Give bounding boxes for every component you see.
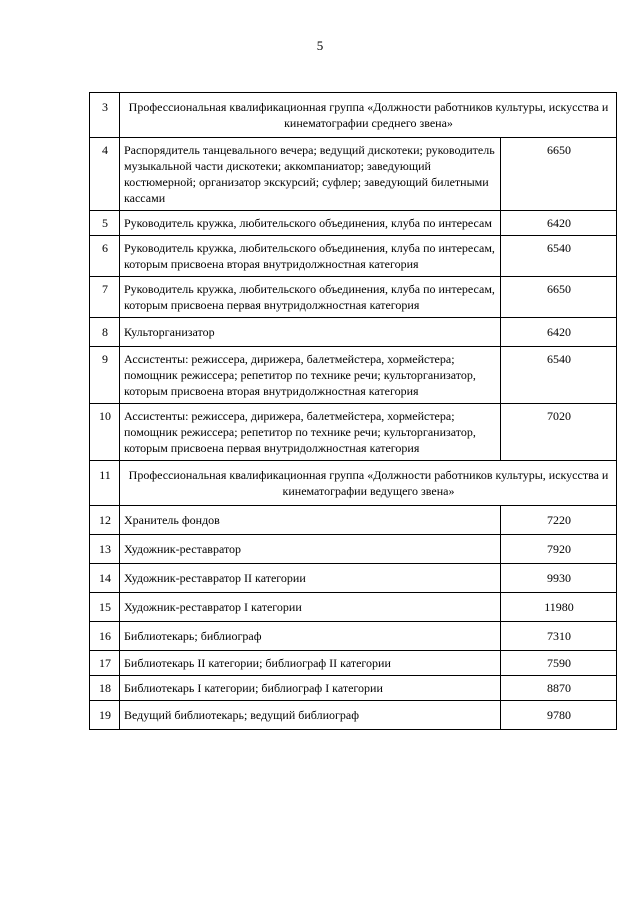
table-row (90, 318, 617, 347)
salary-value-cell: 6540 (501, 236, 617, 277)
group-header-row (90, 461, 617, 506)
row-number-cell: 9 (90, 347, 120, 404)
salary-table (89, 92, 617, 730)
position-title-cell: Культорганизатор (120, 318, 501, 347)
table-row (90, 564, 617, 593)
qualification-group-title: Профессиональная квалификационная группа «Должности работников культуры, искусства и кинематографии ведущего звена» (120, 461, 617, 506)
table-row (90, 138, 617, 211)
position-title-cell: Ассистенты: режиссера, дирижера, балетмейстера, хормейстера; помощник режиссера; репетитор по технике речи; культорганизатор, которым присвоена вторая внутридолжностная категория (120, 347, 501, 404)
row-number-cell: 16 (90, 622, 120, 651)
position-title-cell: Руководитель кружка, любительского объединения, клуба по интересам (120, 211, 501, 236)
salary-value-cell: 9780 (501, 701, 617, 730)
table-row (90, 701, 617, 730)
table-row (90, 347, 617, 404)
salary-value-cell: 9930 (501, 564, 617, 593)
row-number-cell: 12 (90, 506, 120, 535)
row-number-cell: 4 (90, 138, 120, 211)
salary-value-cell: 6650 (501, 138, 617, 211)
table-row (90, 277, 617, 318)
salary-table-body (90, 93, 617, 730)
row-number-cell: 19 (90, 701, 120, 730)
salary-value-cell: 7310 (501, 622, 617, 651)
position-title-cell: Руководитель кружка, любительского объединения, клуба по интересам, которым присвоена первая внутридолжностная категория (120, 277, 501, 318)
position-title-cell: Ассистенты: режиссера, дирижера, балетмейстера, хормейстера; помощник режиссера; репетитор по технике речи; культорганизатор, которым присвоена первая внутридолжностная категория (120, 404, 501, 461)
page-number: 5 (316, 38, 324, 53)
row-number-cell: 5 (90, 211, 120, 236)
group-header-row (90, 93, 617, 138)
row-number-cell: 6 (90, 236, 120, 277)
row-number-cell: 14 (90, 564, 120, 593)
position-title-cell: Библиотекарь; библиограф (120, 622, 501, 651)
position-title-cell: Художник-реставратор (120, 535, 501, 564)
position-title-cell: Художник-реставратор I категории (120, 593, 501, 622)
table-row (90, 506, 617, 535)
row-number-cell: 11 (90, 461, 120, 506)
table-row (90, 651, 617, 676)
table-row (90, 676, 617, 701)
table-row (90, 535, 617, 564)
salary-value-cell: 6650 (501, 277, 617, 318)
row-number-cell: 13 (90, 535, 120, 564)
qualification-group-title: Профессиональная квалификационная группа «Должности работников культуры, искусства и кинематографии среднего звена» (120, 93, 617, 138)
table-row (90, 236, 617, 277)
salary-value-cell: 8870 (501, 676, 617, 701)
row-number-cell: 8 (90, 318, 120, 347)
position-title-cell: Руководитель кружка, любительского объединения, клуба по интересам, которым присвоена вторая внутридолжностная категория (120, 236, 501, 277)
row-number-cell: 10 (90, 404, 120, 461)
row-number-cell: 18 (90, 676, 120, 701)
row-number-cell: 15 (90, 593, 120, 622)
position-title-cell: Художник-реставратор II категории (120, 564, 501, 593)
table-row (90, 593, 617, 622)
salary-value-cell: 7920 (501, 535, 617, 564)
salary-value-cell: 6420 (501, 211, 617, 236)
row-number-cell: 17 (90, 651, 120, 676)
row-number-cell: 7 (90, 277, 120, 318)
position-title-cell: Хранитель фондов (120, 506, 501, 535)
position-title-cell: Библиотекарь I категории; библиограф I категории (120, 676, 501, 701)
position-title-cell: Библиотекарь II категории; библиограф II категории (120, 651, 501, 676)
salary-value-cell: 7020 (501, 404, 617, 461)
salary-value-cell: 7220 (501, 506, 617, 535)
row-number-cell: 3 (90, 93, 120, 138)
position-title-cell: Распорядитель танцевального вечера; ведущий дискотеки; руководитель музыкальной части дискотеки; аккомпаниатор; заведующий костюмерной; организатор экскурсий; суфлер; заведующий билетными кассами (120, 138, 501, 211)
salary-value-cell: 6540 (501, 347, 617, 404)
table-row (90, 211, 617, 236)
salary-value-cell: 7590 (501, 651, 617, 676)
salary-value-cell: 11980 (501, 593, 617, 622)
salary-value-cell: 6420 (501, 318, 617, 347)
position-title-cell: Ведущий библиотекарь; ведущий библиограф (120, 701, 501, 730)
table-row (90, 404, 617, 461)
table-row (90, 622, 617, 651)
